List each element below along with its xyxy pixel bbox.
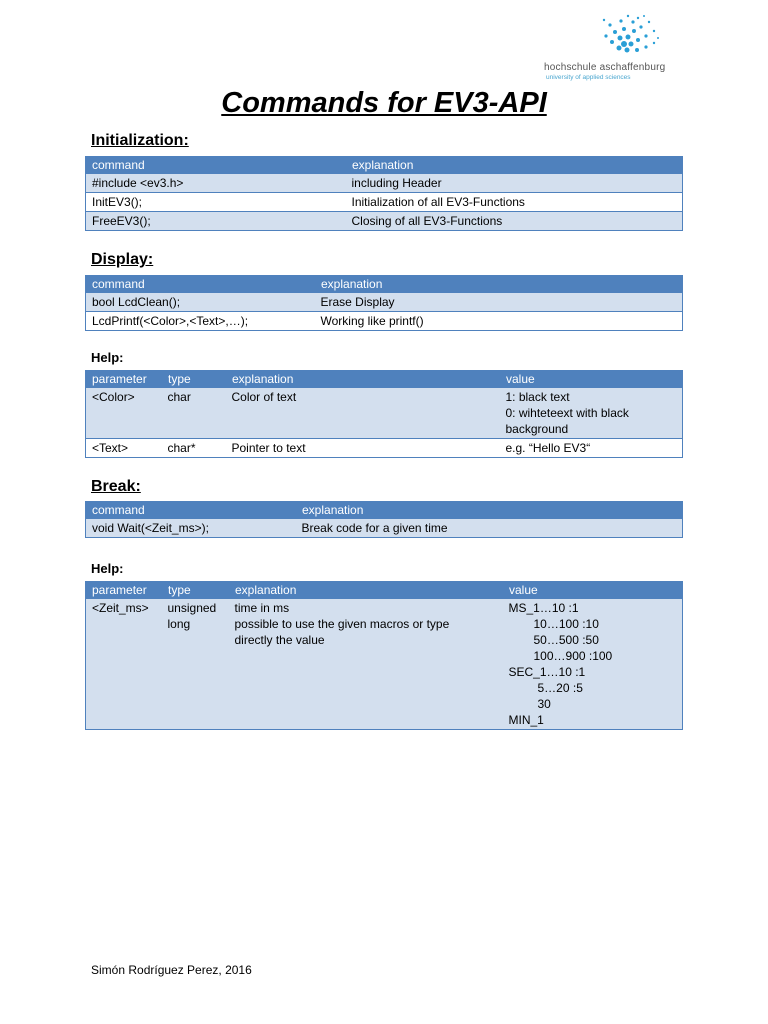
page-title: Commands for EV3-API xyxy=(221,87,547,119)
column-header: command xyxy=(86,157,346,174)
command-cell: void Wait(<Zeit_ms>); xyxy=(86,519,296,538)
initialization-heading: Initialization: xyxy=(91,132,189,149)
column-header: value xyxy=(503,582,683,599)
footer-author: Simón Rodríguez Perez, 2016 xyxy=(91,963,252,977)
logo-name: hochschule aschaffenburg xyxy=(544,62,666,73)
value-line: MS_1…10 :1 xyxy=(508,601,579,615)
university-logo xyxy=(544,14,678,80)
type-line: long xyxy=(167,617,191,631)
table-header-row xyxy=(86,157,683,174)
display-heading: Display: xyxy=(91,251,154,268)
column-header: type xyxy=(162,582,229,599)
value-line: background xyxy=(505,422,569,436)
explanation-cell: Break code for a given time xyxy=(296,519,683,538)
type-cell: char* xyxy=(162,439,226,458)
break-help-heading: Help: xyxy=(91,561,124,576)
column-header: explanation xyxy=(315,276,683,293)
table-row xyxy=(86,193,683,212)
value-line: 0: wihteteext with black xyxy=(505,406,629,420)
parameter-cell: <Text> xyxy=(86,439,162,458)
value-cell: e.g. “Hello EV3“ xyxy=(500,439,683,458)
type-cell xyxy=(162,599,229,730)
explanation-cell: Erase Display xyxy=(315,293,683,312)
logo-subtitle: university of applied sciences xyxy=(546,74,631,81)
table-row xyxy=(86,439,683,458)
command-cell: #include <ev3.h> xyxy=(86,174,346,193)
command-cell: InitEV3(); xyxy=(86,193,346,212)
type-line: unsigned xyxy=(167,601,217,615)
explanation-cell: Pointer to text xyxy=(226,439,500,458)
column-header: explanation xyxy=(229,582,503,599)
command-cell: bool LcdClean(); xyxy=(86,293,315,312)
explanation-cell xyxy=(229,599,503,730)
column-header: value xyxy=(500,371,683,388)
explanation-cell: Closing of all EV3-Functions xyxy=(346,212,683,231)
table-row xyxy=(86,293,683,312)
break-heading: Break: xyxy=(91,478,141,495)
column-header: explanation xyxy=(296,502,683,519)
table-row xyxy=(86,212,683,231)
break-help-table xyxy=(85,581,683,730)
explanation-cell: Initialization of all EV3-Functions xyxy=(346,193,683,212)
explanation-cell: including Header xyxy=(346,174,683,193)
column-header: explanation xyxy=(346,157,683,174)
table-row xyxy=(86,388,683,439)
table-header-row xyxy=(86,276,683,293)
command-cell: LcdPrintf(<Color>,<Text>,…); xyxy=(86,312,315,331)
value-cell xyxy=(503,599,683,730)
value-line: 5…20 :5 xyxy=(537,681,583,695)
initialization-table xyxy=(85,156,683,231)
column-header: parameter xyxy=(86,582,162,599)
column-header: command xyxy=(86,502,296,519)
break-table xyxy=(85,501,683,538)
explanation-line: directly the value xyxy=(234,633,325,647)
value-line: 30 xyxy=(537,697,551,711)
table-row xyxy=(86,519,683,538)
column-header: explanation xyxy=(226,371,500,388)
parameter-cell: <Zeit_ms> xyxy=(86,599,162,730)
table-header-row xyxy=(86,371,683,388)
display-help-table xyxy=(85,370,683,458)
table-row xyxy=(86,312,683,331)
value-line: 10…100 :10 xyxy=(533,617,599,631)
value-line: 50…500 :50 xyxy=(533,633,599,647)
column-header: type xyxy=(162,371,226,388)
command-cell: FreeEV3(); xyxy=(86,212,346,231)
explanation-line: possible to use the given macros or type xyxy=(234,617,450,631)
explanation-cell: Color of text xyxy=(226,388,500,439)
type-cell: char xyxy=(162,388,226,439)
display-table xyxy=(85,275,683,331)
display-help-heading: Help: xyxy=(91,350,124,365)
parameter-cell: <Color> xyxy=(86,388,162,439)
explanation-line: time in ms xyxy=(234,601,290,615)
table-header-row xyxy=(86,582,683,599)
explanation-cell: Working like printf() xyxy=(315,312,683,331)
value-line: 1: black text xyxy=(505,390,570,404)
column-header: parameter xyxy=(86,371,162,388)
table-row xyxy=(86,599,683,730)
value-cell xyxy=(500,388,683,439)
value-line: SEC_1…10 :1 xyxy=(508,665,586,679)
burst-logo-icon xyxy=(600,14,660,62)
table-header-row xyxy=(86,502,683,519)
value-line: MIN_1 xyxy=(508,713,544,727)
column-header: command xyxy=(86,276,315,293)
table-row xyxy=(86,174,683,193)
value-line: 100…900 :100 xyxy=(533,649,613,663)
